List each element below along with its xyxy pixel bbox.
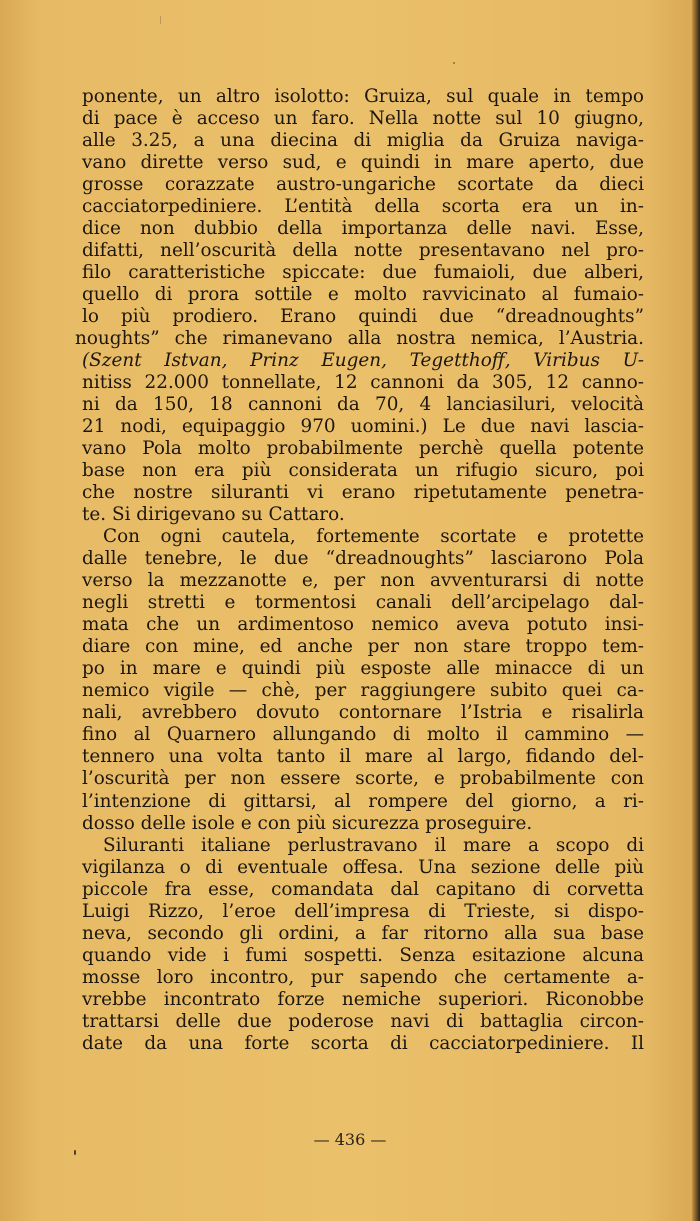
- paper-speck: [74, 1150, 76, 1155]
- text-line: lo più prodiero. Erano quindi due “dreadnoughts”: [82, 306, 644, 328]
- text-line: dalle tenebre, le due “dreadnoughts” lasciarono Pola: [82, 548, 644, 570]
- paper-speck: [160, 16, 161, 24]
- text-line: di pace è acceso un faro. Nella notte sul 10 giugno,: [82, 108, 644, 130]
- text-line: ni da 150, 18 cannoni da 70, 4 lanciasiluri, velocità: [82, 394, 644, 416]
- text-line-italic: (Szent Istvan, Prinz Eugen, Tegetthoff, Viribus U-: [82, 350, 644, 372]
- text-line: neva, secondo gli ordini, a far ritorno alla sua base: [82, 922, 644, 944]
- text-line: tennero una volta tanto il mare al largo, fidando del-: [82, 746, 644, 768]
- text-line: alle 3.25, a una diecina di miglia da Gruiza naviga-: [82, 130, 644, 152]
- text-line: Con ogni cautela, fortemente scortate e protette: [103, 526, 644, 548]
- text-line: che nostre siluranti vi erano ripetutamente penetra-: [82, 482, 644, 504]
- text-line: cacciatorpediniere. L’entità della scorta era un in-: [82, 196, 644, 218]
- text-line: diare con mine, ed anche per non stare troppo tem-: [82, 636, 644, 658]
- text-line: l’intenzione di gittarsi, al rompere del giorno, a ri-: [82, 790, 644, 812]
- text-line: nemico vigile — chè, per raggiungere subito quei ca-: [82, 680, 644, 702]
- text-line: trattarsi delle due poderose navi di battaglia circon-: [82, 1010, 644, 1032]
- text-line: base non era più considerata un rifugio sicuro, poi: [82, 460, 644, 482]
- text-line: quello di prora sottile e molto ravvicinato al fumaio-: [82, 284, 644, 306]
- text-line: 21 nodi, equipaggio 970 uomini.) Le due navi lascia-: [82, 416, 644, 438]
- text-line: date da una forte scorta di cacciatorpediniere. Il: [82, 1032, 644, 1054]
- text-line: piccole fra esse, comandata dal capitano di corvetta: [82, 878, 644, 900]
- text-line: nali, avrebbero dovuto contornare l’Istria e risalirla: [82, 702, 644, 724]
- text-line: negli stretti e tormentosi canali dell’arcipelago dal-: [82, 592, 644, 614]
- paper-speck: [453, 62, 455, 64]
- text-line: dice non dubbio della importanza delle navi. Esse,: [82, 218, 644, 240]
- text-line: grosse corazzate austro-ungariche scortate da dieci: [82, 174, 644, 196]
- text-line: Siluranti italiane perlustravano il mare a scopo di: [103, 834, 644, 856]
- text-line: po in mare e quindi più esposte alle minacce di un: [82, 658, 644, 680]
- text-line: nitiss 22.000 tonnellate, 12 cannoni da 305, 12 canno-: [82, 372, 644, 394]
- text-line: vigilanza o di eventuale offesa. Una sezione delle più: [82, 856, 644, 878]
- text-line: Luigi Rizzo, l’eroe dell’impresa di Trieste, si dispo-: [82, 900, 644, 922]
- text-line: verso la mezzanotte e, per non avventurarsi di notte: [82, 570, 644, 592]
- text-line: vano dirette verso sud, e quindi in mare aperto, due: [82, 152, 644, 174]
- text-line: quando vide i fumi sospetti. Senza esitazione alcuna: [82, 944, 644, 966]
- text-line: filo caratteristiche spiccate: due fumaioli, due alberi,: [82, 262, 644, 284]
- text-line: dosso delle isole e con più sicurezza proseguire.: [82, 812, 533, 834]
- text-line: te. Si dirigevano su Cattaro.: [82, 504, 345, 526]
- text-line: l’oscurità per non essere scorte, e probabilmente con: [82, 768, 644, 790]
- page-edge-shadow: [692, 0, 700, 1221]
- body-text: [75, 86, 644, 1055]
- text-line: noughts” che rimanevano alla nostra nemica, l’Austria.: [75, 328, 644, 350]
- text-line: mata che un ardimentoso nemico aveva potuto insi-: [82, 614, 644, 636]
- text-line: difatti, nell’oscurità della notte presentavano nel pro-: [82, 240, 644, 262]
- text-line: fino al Quarnero allungando di molto il cammino —: [82, 724, 644, 746]
- text-line: ponente, un altro isolotto: Gruiza, sul quale in tempo: [82, 86, 644, 107]
- text-line: vrebbe incontrato forze nemiche superiori. Riconobbe: [82, 988, 644, 1010]
- page-number: — 436 —: [313, 1130, 387, 1149]
- text-line: mosse loro incontro, pur sapendo che certamente a-: [82, 966, 644, 988]
- text-line: vano Pola molto probabilmente perchè quella potente: [82, 438, 644, 460]
